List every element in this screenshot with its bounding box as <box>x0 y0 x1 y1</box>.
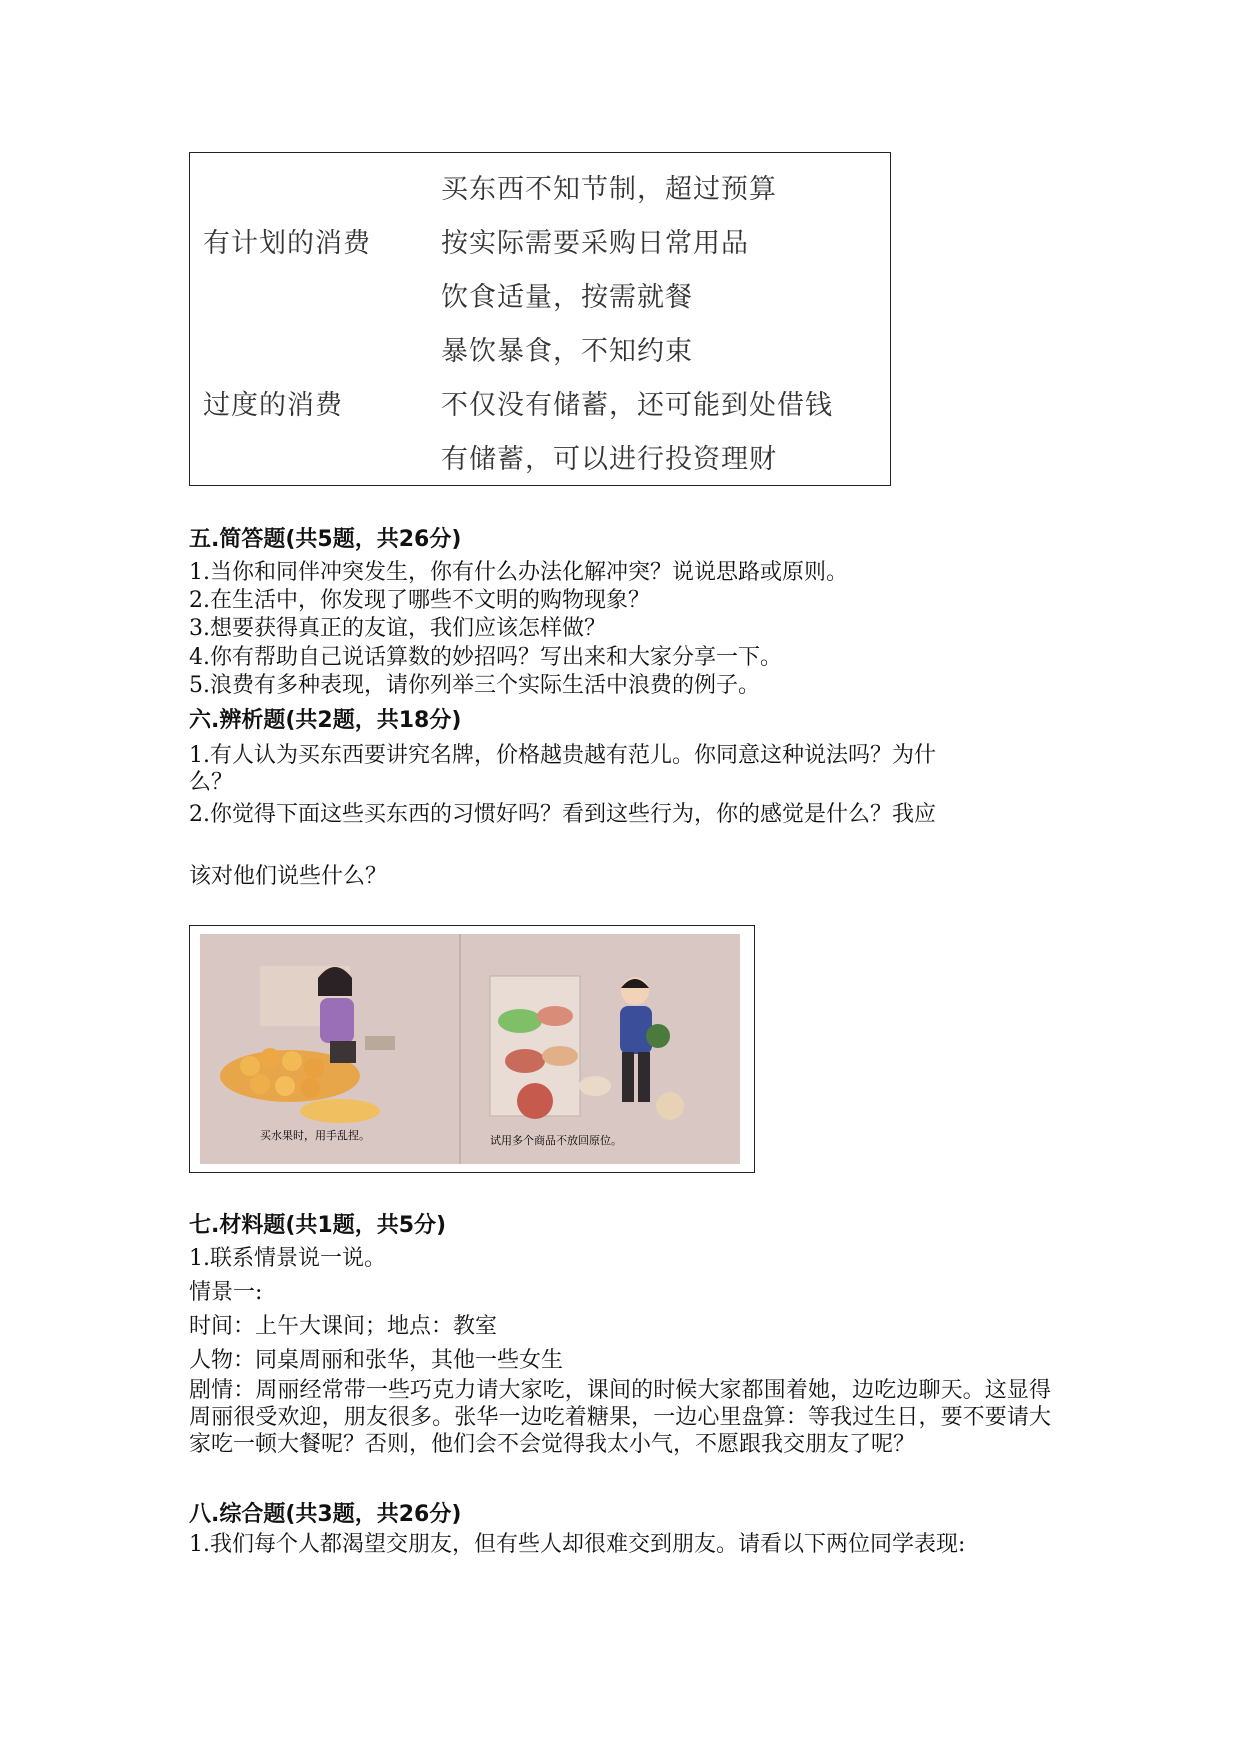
question-item: 1.联系情景说一说。 <box>189 1246 386 1271</box>
scene-time-place: 时间：上午大课间；地点：教室 <box>189 1314 498 1339</box>
matching-left-1: 有计划的消费 <box>203 228 371 259</box>
section-heading-material: 七.材料题(共1题，共5分) <box>189 1213 447 1238</box>
illustration-frame <box>189 925 755 1173</box>
question-item: 该对他们说些什么？ <box>189 864 388 889</box>
caption-left: 买水果时，用手乱捏。 <box>260 1129 370 1142</box>
question-item: 2.你觉得下面这些买东西的习惯好吗？看到这些行为，你的感觉是什么？我应 <box>189 802 936 827</box>
section-heading-short-answer: 五.简答题(共5题，共26分) <box>189 527 462 552</box>
matching-right-2: 按实际需要采购日常用品 <box>441 228 749 259</box>
scene-label: 情景一: <box>189 1280 263 1305</box>
question-item: 1.有人认为买东西要讲究名牌，价格越贵越有范儿。你同意这种说法吗？为什 <box>189 743 936 768</box>
shopping-illustration <box>190 926 753 1171</box>
caption-right: 试用多个商品不放回原位。 <box>490 1134 622 1147</box>
scene-plot: 剧情：周丽经常带一些巧克力请大家吃，课间的时候大家都围着她，边吃边聊天。这显得周丽很受欢迎，朋友很多。张华一边吃着糖果，一边心里盘算：等我过生日，要不要请大家吃一顿大餐呢？否则，他们会不会觉得我太小气，不愿跟我交朋友了呢？ <box>189 1378 1051 1457</box>
question-item: 1.我们每个人都渴望交朋友，但有些人却很难交到朋友。请看以下两位同学表现: <box>189 1532 966 1557</box>
question-item: 么？ <box>189 770 234 795</box>
question-item: 4.你有帮助自己说话算数的妙招吗？写出来和大家分享一下。 <box>189 645 782 670</box>
matching-left-2: 过度的消费 <box>203 390 343 421</box>
section-heading-comprehensive: 八.综合题(共3题，共26分) <box>189 1502 462 1527</box>
question-item: 3.想要获得真正的友谊，我们应该怎样做？ <box>189 616 606 641</box>
matching-right-4: 暴饮暴食，不知约束 <box>441 336 693 367</box>
question-item: 5.浪费有多种表现，请你列举三个实际生活中浪费的例子。 <box>189 673 760 698</box>
matching-right-5: 不仅没有储蓄，还可能到处借钱 <box>441 390 833 421</box>
matching-right-3: 饮食适量，按需就餐 <box>441 282 693 313</box>
matching-right-1: 买东西不知节制，超过预算 <box>441 174 777 205</box>
question-item: 2.在生活中，你发现了哪些不文明的购物现象？ <box>189 588 650 613</box>
question-item: 1.当你和同伴冲突发生，你有什么办法化解冲突？说说思路或原则。 <box>189 560 848 585</box>
matching-right-6: 有储蓄，可以进行投资理财 <box>441 444 777 475</box>
section-heading-analysis: 六.辨析题(共2题，共18分) <box>189 708 462 733</box>
scene-people: 人物：同桌周丽和张华，其他一些女生 <box>189 1348 564 1373</box>
